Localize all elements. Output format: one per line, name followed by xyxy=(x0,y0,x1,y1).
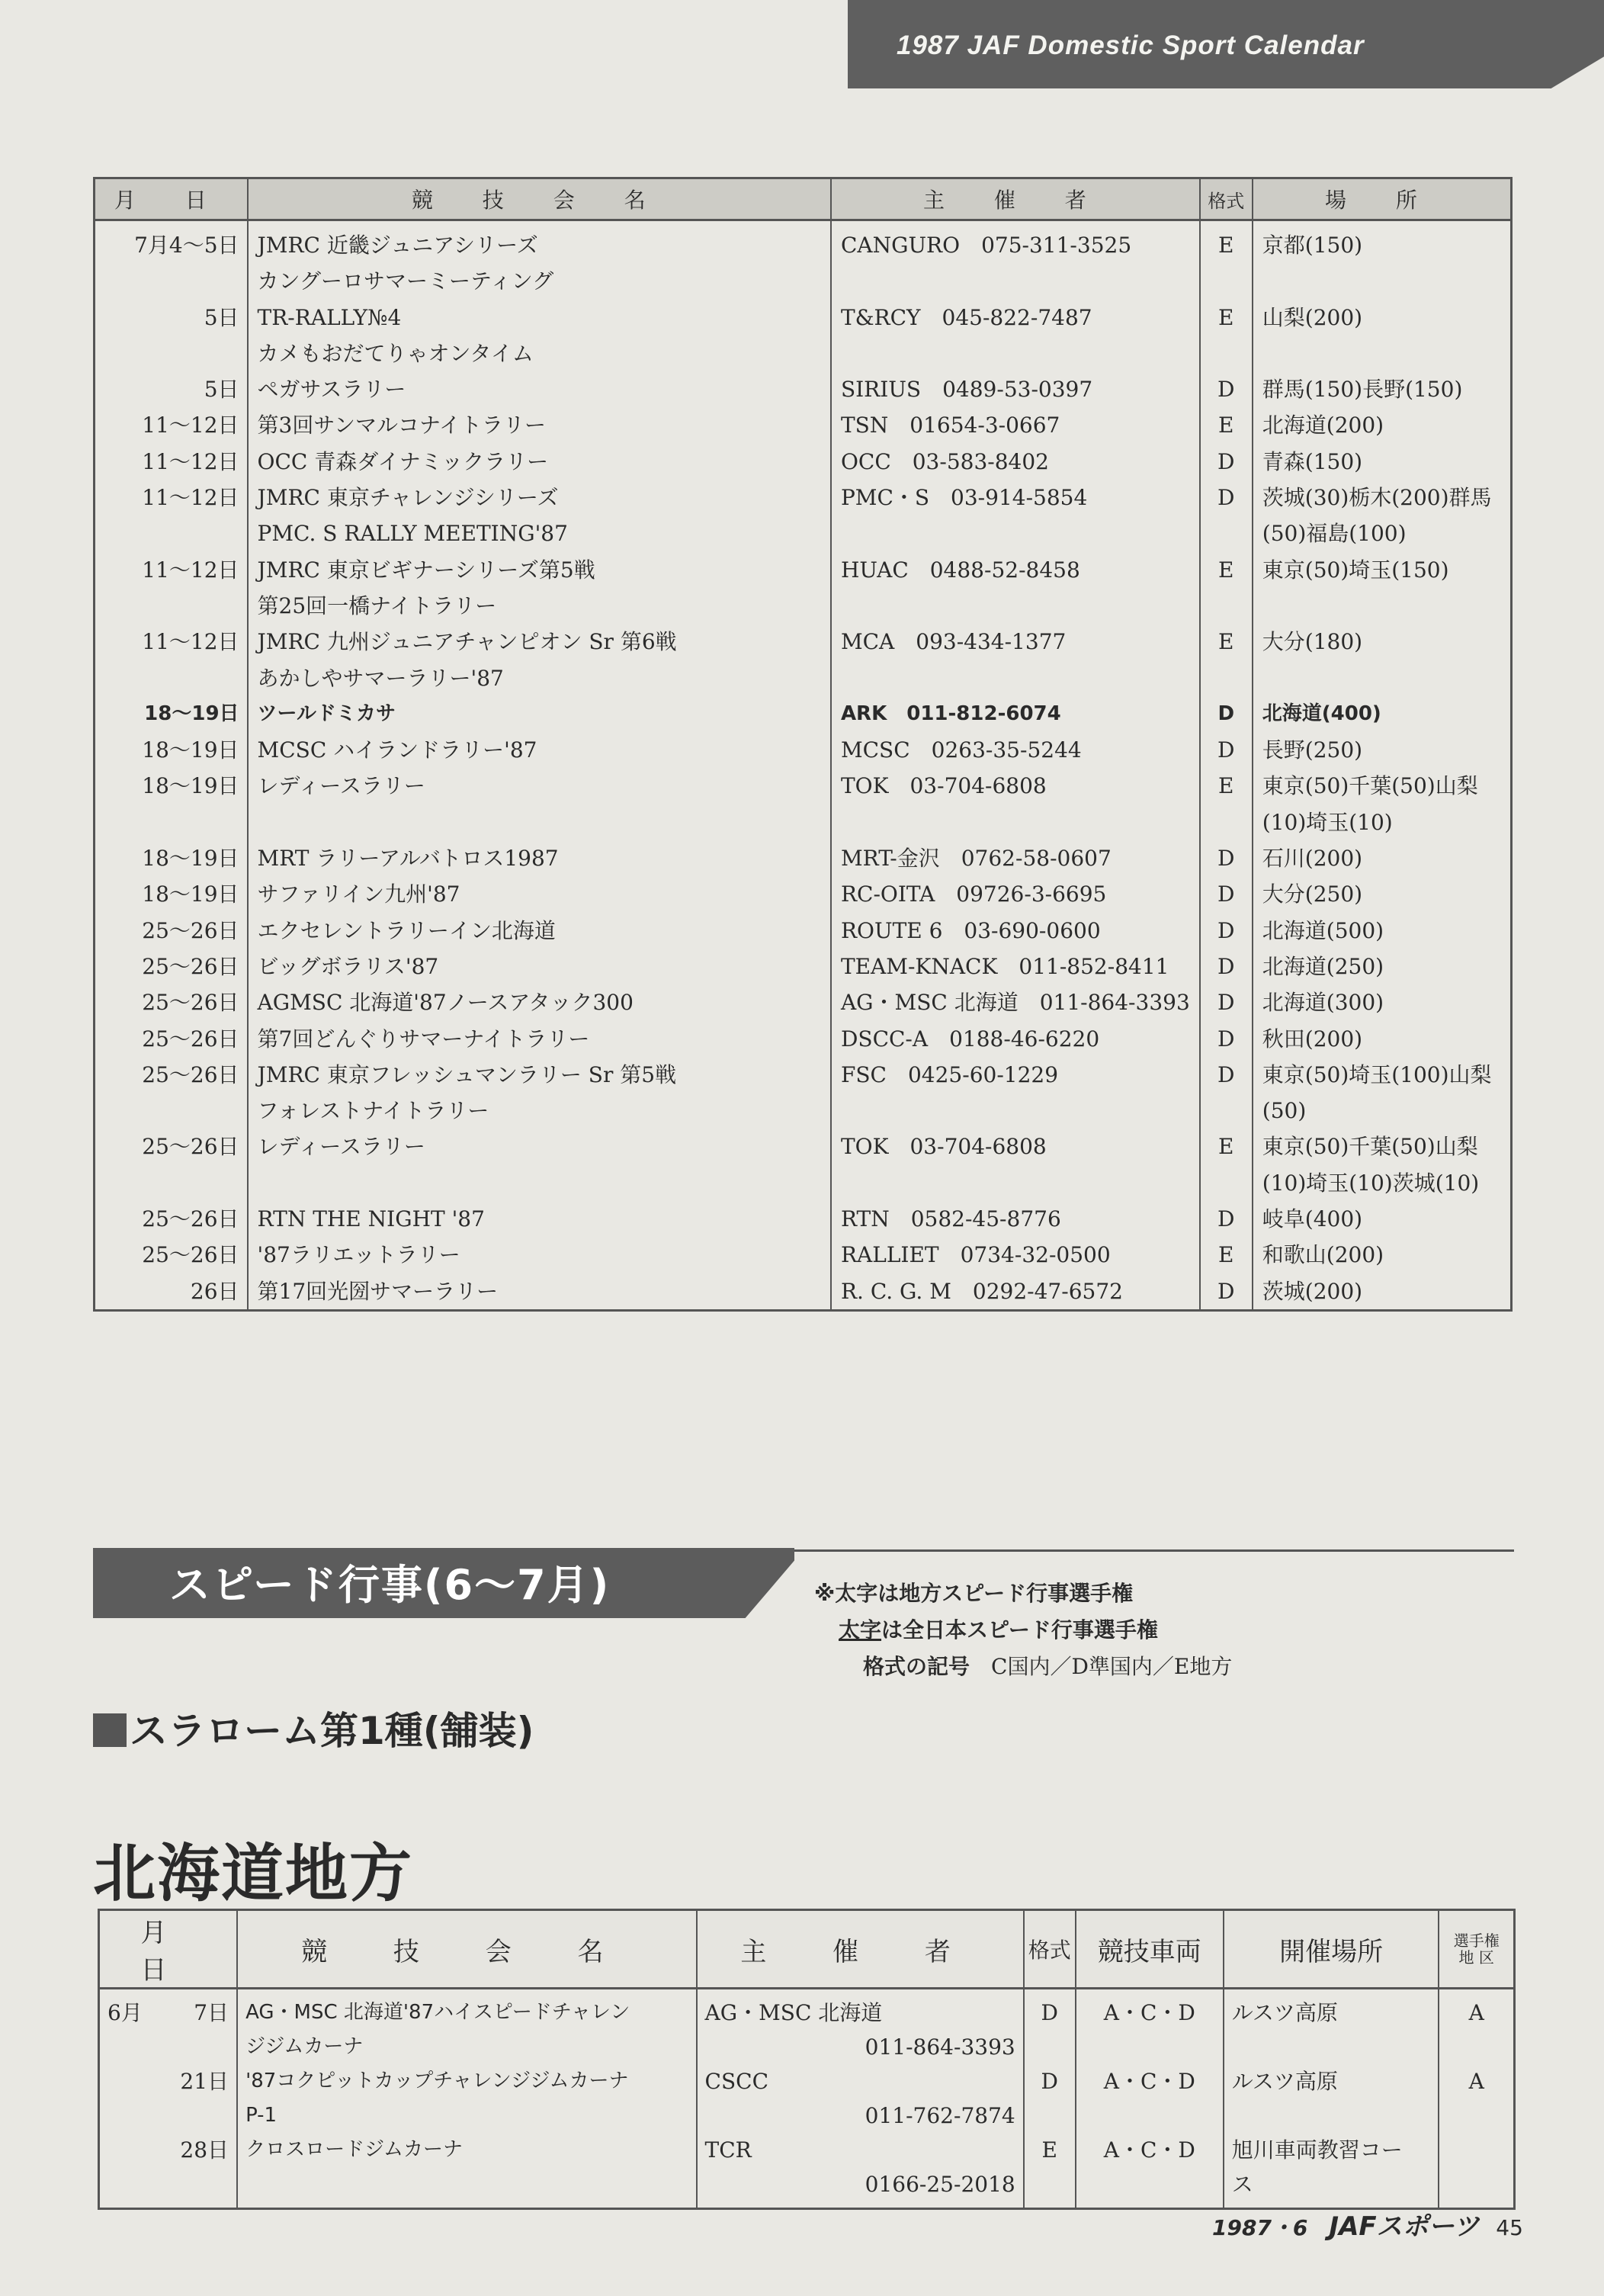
date-cell: 5日 xyxy=(95,300,248,372)
gym-format-cell: E xyxy=(1024,2133,1076,2209)
event-line: ペガサスラリー xyxy=(257,377,406,403)
event-line: TR-RALLY№4 xyxy=(257,304,402,330)
place-cell xyxy=(1253,1129,1512,1201)
organizer-line: RTN 0582-45-8776 xyxy=(840,1206,1061,1232)
place-line: (10)埼玉(10)茨城(10) xyxy=(1262,1170,1480,1196)
region-title: 北海道地方 xyxy=(93,1838,414,1910)
place-line: 山梨(200) xyxy=(1262,304,1363,330)
event-line: JMRC 東京フレッシュマンラリー Sr 第5戦 xyxy=(257,1061,677,1087)
table-row xyxy=(95,624,1512,696)
format-cell: E xyxy=(1200,1129,1253,1201)
footer-issue: 1987・6 xyxy=(1212,2215,1308,2240)
place-line: 群馬(150)長野(150) xyxy=(1262,377,1463,403)
organizer-line: PMC・S 03-914-5854 xyxy=(840,485,1088,511)
organizer-cell xyxy=(831,696,1200,732)
organizer-cell xyxy=(831,480,1200,552)
event-cell xyxy=(248,1129,831,1201)
gym-month: 6月 xyxy=(107,2000,143,2025)
organizer-cell xyxy=(831,1237,1200,1273)
gym-col-event: 競 技 会 名 xyxy=(237,1910,696,1989)
table-row xyxy=(95,696,1512,732)
gym-col-district-line2: 地 区 xyxy=(1458,1948,1494,1967)
organizer-cell xyxy=(831,1129,1200,1201)
gym-organizer-cell xyxy=(697,2133,1024,2209)
place-line: 大分(250) xyxy=(1262,881,1363,907)
section-rule xyxy=(794,1549,1514,1552)
place-line: 和歌山(200) xyxy=(1262,1242,1384,1268)
organizer-line: MCA 093-434-1377 xyxy=(840,629,1067,655)
format-cell: D xyxy=(1200,1021,1253,1057)
place-line: 北海道(300) xyxy=(1262,990,1384,1016)
place-cell xyxy=(1253,696,1512,732)
gym-table-body xyxy=(99,1989,1515,2209)
table-row xyxy=(95,1129,1512,1201)
organizer-cell xyxy=(831,984,1200,1020)
event-line: JMRC 東京チャレンジシリーズ xyxy=(257,485,559,511)
event-line: レディースラリー xyxy=(257,773,425,799)
table-row xyxy=(95,984,1512,1020)
organizer-cell xyxy=(831,1057,1200,1129)
gym-date xyxy=(107,2064,229,2099)
place-line: 北海道(250) xyxy=(1262,953,1384,979)
format-cell: D xyxy=(1200,696,1253,732)
date-cell: 11～12日 xyxy=(95,407,248,443)
organizer-line: ROUTE 6 03-690-0600 xyxy=(840,917,1101,943)
place-cell xyxy=(1253,371,1512,407)
venue-line: ルスツ高原 xyxy=(1231,2069,1338,2094)
place-cell xyxy=(1253,480,1512,552)
legend-format-codes: C国内／D準国内／E地方 xyxy=(991,1654,1233,1679)
gym-org-phone: 011-864-3393 xyxy=(865,2034,1015,2060)
table-row xyxy=(95,913,1512,949)
gym-district-cell: A xyxy=(1439,1989,1514,2065)
date-cell: 18～19日 xyxy=(95,768,248,840)
speed-section-title: スピード行事(6～7月) xyxy=(169,1561,611,1609)
venue-line: ス xyxy=(1231,2172,1253,2197)
format-cell: E xyxy=(1200,220,1253,300)
organizer-line: TOK 03-704-6808 xyxy=(840,773,1047,799)
place-cell xyxy=(1253,1273,1512,1311)
date-cell: 11～12日 xyxy=(95,624,248,696)
organizer-line: RALLIET 0734-32-0500 xyxy=(840,1242,1111,1268)
place-line: 秋田(200) xyxy=(1262,1026,1363,1052)
gym-col-format: 格式 xyxy=(1024,1910,1076,1989)
date-cell: 7月4～5日 xyxy=(95,220,248,300)
organizer-cell xyxy=(831,732,1200,768)
date-cell: 25～26日 xyxy=(95,1129,248,1201)
organizer-line: DSCC-A 0188-46-6220 xyxy=(840,1026,1100,1052)
place-line: (50) xyxy=(1262,1098,1307,1124)
format-cell: D xyxy=(1200,444,1253,480)
format-cell: E xyxy=(1200,768,1253,840)
gym-day: 7日 xyxy=(194,2000,229,2025)
organizer-line: TEAM-KNACK 011-852-8411 xyxy=(840,953,1169,979)
place-line: 北海道(500) xyxy=(1262,917,1384,943)
place-cell xyxy=(1253,1057,1512,1129)
event-line: 第3回サンマルコナイトラリー xyxy=(257,413,547,438)
event-cell xyxy=(248,768,831,840)
event-line: 第7回どんぐりサマーナイトラリー xyxy=(257,1026,590,1052)
gym-org-name: AG・MSC 北海道 xyxy=(704,2000,883,2025)
place-line: 茨城(30)栃木(200)群馬 xyxy=(1262,485,1492,511)
event-line: JMRC 九州ジュニアチャンピオン Sr 第6戦 xyxy=(257,629,677,655)
organizer-cell xyxy=(831,624,1200,696)
event-cell xyxy=(248,407,831,443)
format-cell: D xyxy=(1200,371,1253,407)
legend-line-regional: ※太字は地方スピード行事選手権 xyxy=(814,1581,1134,1606)
gym-date-cell xyxy=(99,2064,238,2133)
organizer-line: AG・MSC 北海道 011-864-3393 xyxy=(840,990,1190,1016)
event-line: レディースラリー xyxy=(257,1134,425,1160)
gym-venue-cell xyxy=(1224,1989,1439,2065)
event-line: JMRC 近畿ジュニアシリーズ xyxy=(257,233,538,258)
gymkhana-table xyxy=(98,1909,1516,2210)
gym-col-district xyxy=(1439,1910,1514,1989)
organizer-cell xyxy=(831,1273,1200,1311)
gym-col-organizer: 主 催 者 xyxy=(697,1910,1024,1989)
gym-event-cell xyxy=(237,2133,696,2209)
date-cell: 25～26日 xyxy=(95,949,248,984)
organizer-cell xyxy=(831,949,1200,984)
event-line: あかしやサマーラリー'87 xyxy=(257,665,504,691)
format-cell: E xyxy=(1200,552,1253,625)
event-cell xyxy=(248,949,831,984)
gym-date-cell xyxy=(99,1989,238,2065)
organizer-line: FSC 0425-60-1229 xyxy=(840,1061,1059,1087)
legend-national-text: は全日本スピード行事選手権 xyxy=(881,1617,1158,1643)
format-cell: E xyxy=(1200,1237,1253,1273)
organizer-cell xyxy=(831,1021,1200,1057)
rally-table-body xyxy=(95,220,1512,1311)
place-line: 大分(180) xyxy=(1262,629,1363,655)
date-cell: 18～19日 xyxy=(95,876,248,912)
event-line: カメもおだてりゃオンタイム xyxy=(257,340,534,366)
event-cell xyxy=(248,552,831,625)
gym-col-venue: 開催場所 xyxy=(1224,1910,1439,1989)
place-line: 青森(150) xyxy=(1262,448,1363,474)
gym-date xyxy=(107,2133,229,2167)
venue-line: 旭川車両教習コー xyxy=(1231,2137,1403,2163)
event-line: ビッグボラリス'87 xyxy=(257,953,439,979)
table-row xyxy=(95,371,1512,407)
date-cell: 25～26日 xyxy=(95,984,248,1020)
format-cell: E xyxy=(1200,407,1253,443)
event-line: MRT ラリーアルバトロス1987 xyxy=(257,846,559,872)
col-header-event: 競 技 会 名 xyxy=(248,178,831,220)
organizer-line: R. C. G. M 0292-47-6572 xyxy=(840,1278,1123,1304)
table-row xyxy=(95,876,1512,912)
gym-col-date: 月 日 xyxy=(99,1910,238,1989)
organizer-line: HUAC 0488-52-8458 xyxy=(840,557,1080,583)
event-line: エクセレントラリーイン北海道 xyxy=(257,917,556,943)
place-cell xyxy=(1253,624,1512,696)
page-footer xyxy=(1212,2205,1523,2243)
organizer-cell xyxy=(831,840,1200,876)
organizer-line: OCC 03-583-8402 xyxy=(840,448,1049,474)
table-row xyxy=(95,1237,1512,1273)
event-line: AG・MSC 北海道'87ハイスピードチャレン xyxy=(245,2001,630,2024)
date-cell: 18～19日 xyxy=(95,732,248,768)
place-line: (50)福島(100) xyxy=(1262,521,1407,547)
place-cell xyxy=(1253,220,1512,300)
event-cell xyxy=(248,1057,831,1129)
organizer-cell xyxy=(831,876,1200,912)
event-cell xyxy=(248,480,831,552)
format-cell: E xyxy=(1200,300,1253,372)
format-cell: D xyxy=(1200,876,1253,912)
gym-date-cell xyxy=(99,2133,238,2209)
event-cell xyxy=(248,913,831,949)
event-cell xyxy=(248,696,831,732)
table-row xyxy=(95,480,1512,552)
rally-calendar-table xyxy=(93,177,1513,1312)
organizer-line: T&RCY 045-822-7487 xyxy=(840,304,1092,330)
col-header-organizer: 主 催 者 xyxy=(831,178,1200,220)
event-line: OCC 青森ダイナミックラリー xyxy=(257,448,549,474)
gym-organizer-cell xyxy=(697,2064,1024,2133)
organizer-cell xyxy=(831,768,1200,840)
event-cell xyxy=(248,1201,831,1237)
organizer-line: CANGURO 075-311-3525 xyxy=(840,233,1132,258)
table-row xyxy=(95,444,1512,480)
gym-header-row xyxy=(99,1910,1515,1989)
place-line: (10)埼玉(10) xyxy=(1262,809,1393,835)
place-line: 東京(50)埼玉(150) xyxy=(1262,557,1449,583)
format-cell: D xyxy=(1200,480,1253,552)
place-line: 東京(50)埼玉(100)山梨 xyxy=(1262,1061,1492,1087)
event-line: AGMSC 北海道'87ノースアタック300 xyxy=(257,990,634,1016)
footer-magazine: JAFスポーツ xyxy=(1329,2211,1480,2242)
table-row xyxy=(95,552,1512,625)
place-line: 長野(250) xyxy=(1262,737,1363,763)
event-cell xyxy=(248,1021,831,1057)
organizer-line: TOK 03-704-6808 xyxy=(840,1134,1047,1160)
gym-format-cell: D xyxy=(1024,2064,1076,2133)
gym-col-vehicles: 競技車両 xyxy=(1076,1910,1224,1989)
event-line: 第25回一橋ナイトラリー xyxy=(257,592,497,618)
organizer-line: MRT-金沢 0762-58-0607 xyxy=(840,846,1112,872)
gym-format-cell: D xyxy=(1024,1989,1076,2065)
col-header-place: 場 所 xyxy=(1253,178,1512,220)
event-line: '87コクピットカップチャレンジジムカーナ xyxy=(245,2070,629,2092)
place-cell xyxy=(1253,732,1512,768)
organizer-line: ARK 011-812-6074 xyxy=(840,702,1061,725)
gym-district-cell: A xyxy=(1439,2064,1514,2133)
gym-org-phone: 0166-25-2018 xyxy=(865,2172,1015,2197)
organizer-cell xyxy=(831,913,1200,949)
gym-venue-cell xyxy=(1224,2133,1439,2209)
place-cell xyxy=(1253,949,1512,984)
place-cell xyxy=(1253,1201,1512,1237)
table-row xyxy=(95,1057,1512,1129)
table-row xyxy=(99,1989,1515,2065)
place-line: 東京(50)千葉(50)山梨 xyxy=(1262,773,1478,799)
format-cell: D xyxy=(1200,1273,1253,1311)
table-row xyxy=(95,768,1512,840)
date-cell: 11～12日 xyxy=(95,444,248,480)
table-header-row xyxy=(95,178,1512,220)
place-line: 北海道(200) xyxy=(1262,413,1384,438)
format-cell: D xyxy=(1200,1201,1253,1237)
format-cell: D xyxy=(1200,984,1253,1020)
place-line: 石川(200) xyxy=(1262,846,1363,872)
date-cell: 25～26日 xyxy=(95,1021,248,1057)
place-cell xyxy=(1253,768,1512,840)
gym-col-district-line1: 選手権 xyxy=(1453,1932,1500,1950)
gym-vehicles-cell: A・C・D xyxy=(1076,1989,1224,2065)
format-cell: D xyxy=(1200,1057,1253,1129)
gym-org-name: CSCC xyxy=(704,2069,768,2094)
page-header-title: 1987 JAF Domestic Sport Calendar xyxy=(897,31,1365,60)
place-cell xyxy=(1253,407,1512,443)
organizer-cell xyxy=(831,1201,1200,1237)
organizer-line: TSN 01654-3-0667 xyxy=(840,413,1060,438)
col-header-date: 月 日 xyxy=(95,178,248,220)
table-row xyxy=(95,407,1512,443)
event-line: JMRC 東京ビギナーシリーズ第5戦 xyxy=(257,557,595,583)
event-line: P-1 xyxy=(245,2104,277,2127)
place-cell xyxy=(1253,1021,1512,1057)
table-row xyxy=(99,2064,1515,2133)
organizer-cell xyxy=(831,300,1200,372)
organizer-line: MCSC 0263-35-5244 xyxy=(840,737,1082,763)
event-cell xyxy=(248,371,831,407)
gym-org-phone: 011-762-7874 xyxy=(865,2103,1015,2128)
table-row xyxy=(95,840,1512,876)
date-cell: 26日 xyxy=(95,1273,248,1311)
gym-day: 21日 xyxy=(180,2069,229,2094)
event-cell xyxy=(248,1273,831,1311)
place-cell xyxy=(1253,444,1512,480)
place-cell xyxy=(1253,300,1512,372)
legend-bold-marker: 太字 xyxy=(839,1617,882,1643)
gym-event-cell xyxy=(237,2064,696,2133)
gym-organizer-cell xyxy=(697,1989,1024,2065)
event-cell xyxy=(248,876,831,912)
gym-day: 28日 xyxy=(180,2137,229,2163)
table-row xyxy=(95,300,1512,372)
col-header-format: 格式 xyxy=(1200,178,1253,220)
place-cell xyxy=(1253,552,1512,625)
event-line: 第17回光圀サマーラリー xyxy=(257,1278,499,1304)
event-cell xyxy=(248,840,831,876)
format-cell: D xyxy=(1200,913,1253,949)
table-row xyxy=(95,732,1512,768)
format-legend xyxy=(814,1575,1232,1685)
place-cell xyxy=(1253,1237,1512,1273)
event-cell xyxy=(248,624,831,696)
venue-line: ルスツ高原 xyxy=(1231,2000,1338,2025)
organizer-cell xyxy=(831,444,1200,480)
event-cell xyxy=(248,300,831,372)
table-row xyxy=(95,1201,1512,1237)
place-cell xyxy=(1253,913,1512,949)
event-line: カングーロサマーミーティング xyxy=(257,268,554,294)
format-cell: D xyxy=(1200,840,1253,876)
date-cell: 11～12日 xyxy=(95,552,248,625)
event-cell xyxy=(248,444,831,480)
date-cell: 18～19日 xyxy=(95,696,248,732)
table-row xyxy=(95,949,1512,984)
format-cell: E xyxy=(1200,624,1253,696)
place-cell xyxy=(1253,840,1512,876)
organizer-line: RC-OITA 09726-3-6695 xyxy=(840,881,1107,907)
event-line: サファリイン九州'87 xyxy=(257,881,460,907)
organizer-cell xyxy=(831,220,1200,300)
place-line: 東京(50)千葉(50)山梨 xyxy=(1262,1134,1478,1160)
legend-line-national xyxy=(814,1612,1232,1649)
gym-district-cell xyxy=(1439,2133,1514,2209)
table-row xyxy=(99,2133,1515,2209)
table-row xyxy=(95,1273,1512,1311)
gym-org-name: TCR xyxy=(704,2137,752,2163)
event-cell xyxy=(248,984,831,1020)
organizer-cell xyxy=(831,371,1200,407)
date-cell: 25～26日 xyxy=(95,1237,248,1273)
place-line: 茨城(200) xyxy=(1262,1278,1363,1304)
gym-date xyxy=(107,1996,229,2030)
organizer-line: SIRIUS 0489-53-0397 xyxy=(840,377,1093,403)
table-row xyxy=(95,220,1512,300)
place-line: 岐阜(400) xyxy=(1262,1206,1363,1232)
date-cell: 25～26日 xyxy=(95,1201,248,1237)
section-square-icon xyxy=(93,1713,127,1747)
event-line: RTN THE NIGHT '87 xyxy=(257,1206,485,1232)
legend-format-label: 格式の記号 xyxy=(863,1654,970,1679)
format-cell: D xyxy=(1200,732,1253,768)
event-line: MCSC ハイランドラリー'87 xyxy=(257,737,537,763)
gym-vehicles-cell: A・C・D xyxy=(1076,2064,1224,2133)
gym-event-cell xyxy=(237,1989,696,2065)
date-cell: 25～26日 xyxy=(95,1057,248,1129)
place-cell xyxy=(1253,876,1512,912)
event-cell xyxy=(248,732,831,768)
table-row xyxy=(95,1021,1512,1057)
event-cell xyxy=(248,220,831,300)
event-line: PMC. S RALLY MEETING'87 xyxy=(257,521,568,547)
gym-venue-cell xyxy=(1224,2064,1439,2133)
event-line: ジジムカーナ xyxy=(245,2035,364,2058)
event-line: フォレストナイトラリー xyxy=(257,1098,489,1124)
date-cell: 18～19日 xyxy=(95,840,248,876)
place-line: 北海道(400) xyxy=(1262,702,1381,725)
page-number: 45 xyxy=(1496,2215,1523,2240)
place-cell xyxy=(1253,984,1512,1020)
organizer-cell xyxy=(831,407,1200,443)
event-cell xyxy=(248,1237,831,1273)
date-cell: 25～26日 xyxy=(95,913,248,949)
event-line: ツールドミカサ xyxy=(257,702,396,725)
gym-vehicles-cell: A・C・D xyxy=(1076,2133,1224,2209)
category-title: スラローム第1種(舗装) xyxy=(130,1709,534,1753)
event-line: '87ラリエットラリー xyxy=(257,1242,460,1268)
place-line: 京都(150) xyxy=(1262,233,1363,258)
format-cell: D xyxy=(1200,949,1253,984)
event-line: クロスロードジムカーナ xyxy=(245,2138,464,2161)
organizer-cell xyxy=(831,552,1200,625)
legend-line-format xyxy=(814,1649,1232,1685)
date-cell: 11～12日 xyxy=(95,480,248,552)
date-cell: 5日 xyxy=(95,371,248,407)
